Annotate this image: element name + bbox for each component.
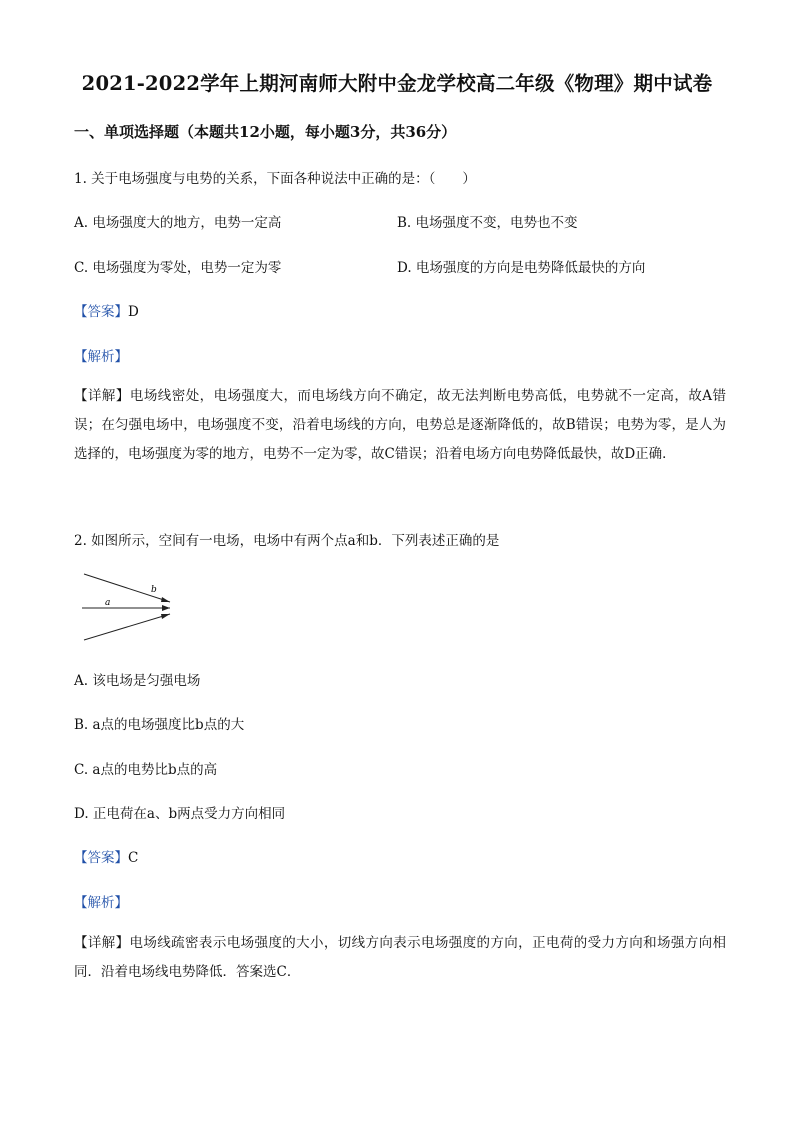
- arrowhead-bottom: [161, 614, 170, 619]
- arrowhead-top: [161, 597, 170, 602]
- q2-stem: 2. 如图所示，空间有一电场，电场中有两个点a和b．下列表述正确的是: [74, 533, 500, 549]
- analysis-tag: 【解析】: [74, 895, 128, 911]
- exam-title: 2021-2022学年上期河南师大附中金龙学校高二年级《物理》期中试卷: [81, 72, 713, 95]
- detail-tag: 【详解】: [74, 388, 130, 404]
- q2-option-b: B. a点的电场强度比b点的大: [74, 717, 245, 733]
- detail-tag: 【详解】: [74, 935, 130, 951]
- point-b-label: b: [151, 585, 157, 595]
- q2-option-a: A. 该电场是匀强电场: [74, 673, 201, 689]
- q2-detail: [74, 929, 726, 987]
- q1-detail: [74, 382, 726, 469]
- answer-tag: 【答案】: [74, 850, 128, 866]
- q2-analysis: [74, 891, 128, 911]
- q1-stem: 1. 关于电场强度与电势的关系，下面各种说法中正确的是：（ ）: [74, 171, 476, 187]
- q1-analysis: [74, 345, 128, 365]
- section-header: 一、单项选择题（本题共12小题，每小题3分，共36分）: [74, 123, 457, 141]
- answer-tag: 【答案】: [74, 304, 128, 320]
- q2-answer-value: C: [128, 850, 139, 866]
- q1-detail-text: 电场线密处，电场强度大，而电场线方向不确定，故无法判断电势高低，电势就不一定高，故A错误；在匀强电场中，电场强度不变，沿着电场线的方向，电势总是逐渐降低的，故B错误；电势为零，是人为选择的，电场强度为零的地方，电势不一定为零，故C错误；沿着电场方向电势降低最快，故D正确．: [74, 388, 727, 462]
- analysis-tag: 【解析】: [74, 349, 128, 365]
- q2-option-c: C. a点的电势比b点的高: [74, 762, 218, 778]
- q1-option-a: A. 电场强度大的地方，电势一定高: [74, 215, 282, 231]
- field-line-top: [84, 574, 170, 602]
- q1-answer-value: D: [128, 304, 139, 320]
- q2-detail-text: 电场线疏密表示电场强度的大小，切线方向表示电场强度的方向，正电荷的受力方向和场强方向相同．沿着电场线电势降低．答案选C．: [74, 935, 727, 980]
- q2-answer: [74, 846, 138, 866]
- field-line-bottom: [84, 614, 170, 640]
- q2-option-d: D. 正电荷在a、b两点受力方向相同: [74, 806, 286, 822]
- q1-option-b: B. 电场强度不变，电势也不变: [397, 215, 578, 231]
- q1-answer: [74, 300, 139, 320]
- point-a-label: a: [105, 598, 111, 608]
- electric-field-diagram: [78, 566, 178, 644]
- arrowhead-middle: [162, 605, 170, 611]
- q1-option-d: D. 电场强度的方向是电势降低最快的方向: [397, 260, 646, 276]
- q1-option-c: C. 电场强度为零处，电势一定为零: [74, 260, 282, 276]
